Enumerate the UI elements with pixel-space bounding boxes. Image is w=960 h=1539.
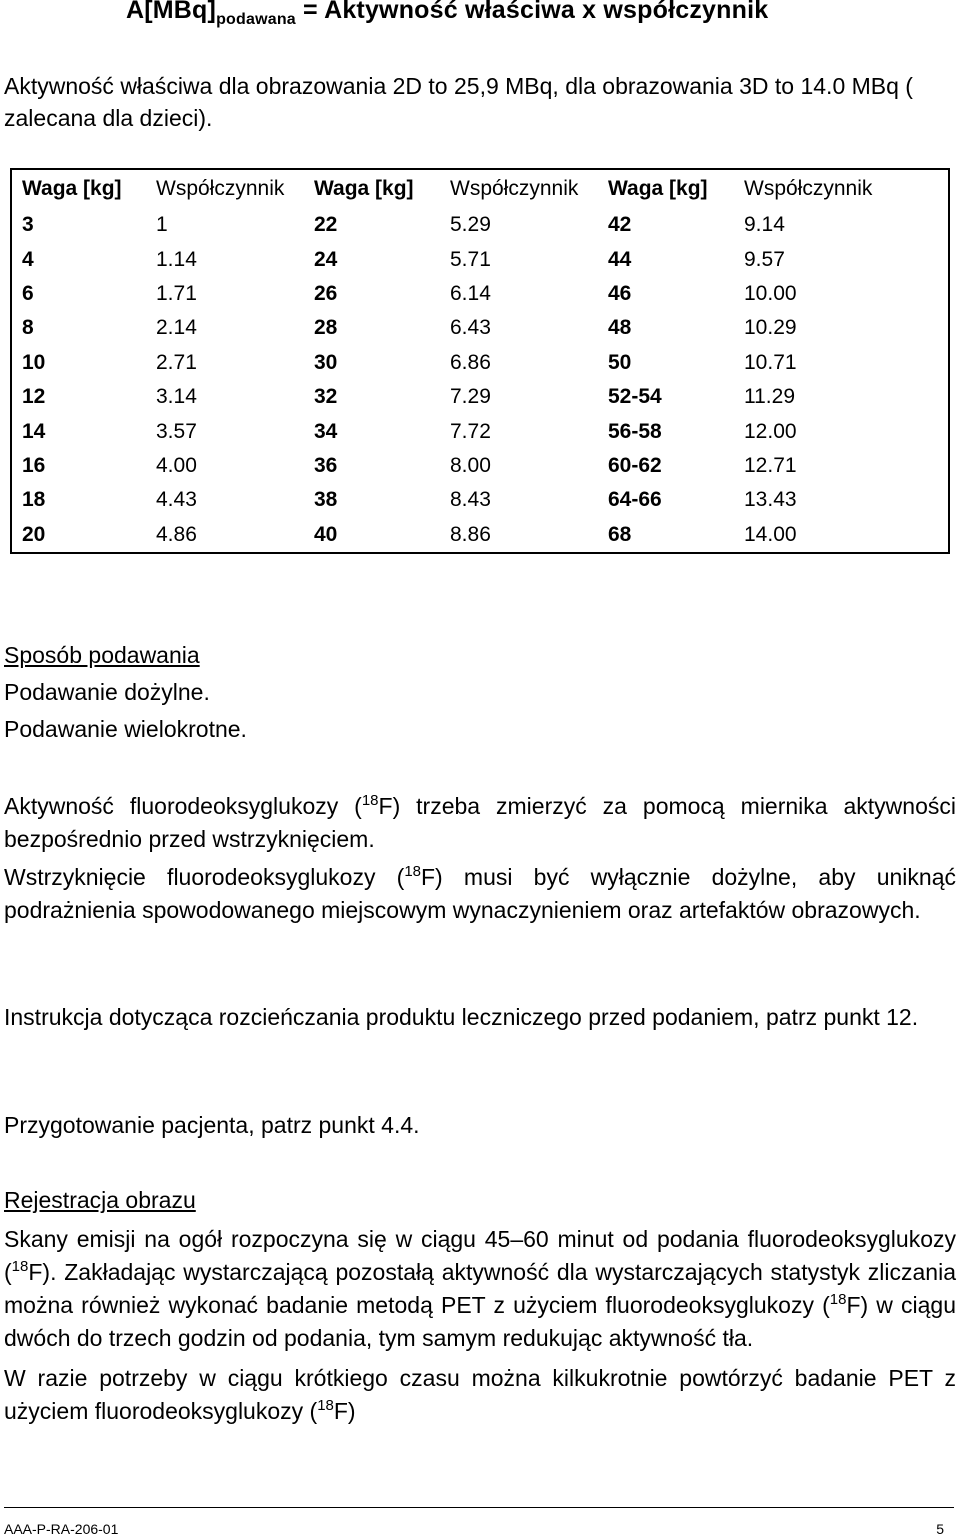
measurement-paragraph: Aktywność fluorodeoksyglukozy ($^{18}$F) trzeba zmierzyć za pomocą miernika aktywności bezpośrednio przed wstrzyknięciem.: [4, 792, 956, 852]
weight-cell: 32: [314, 385, 338, 409]
dilution-paragraph: Instrukcja dotycząca rozcieńczania produktu leczniczego przed podaniem, patrz punkt 12.: [4, 1004, 919, 1030]
administration-section: [4, 639, 956, 746]
coefficient-cell: 8.43: [450, 488, 491, 512]
coefficient-cell: 4.43: [156, 488, 197, 512]
weight-cell: 56-58: [608, 419, 662, 443]
table-row: [11, 277, 949, 311]
coefficient-cell: 1: [156, 213, 168, 237]
administration-line-multiple: Podawanie wielokrotne.: [4, 716, 247, 742]
coefficient-cell: 13.43: [744, 488, 797, 512]
imaging-heading: Rejestracja obrazu: [4, 1187, 196, 1213]
weight-cell: 3: [22, 213, 34, 237]
weight-cell: 44: [608, 247, 632, 271]
coefficient-cell: 4.00: [156, 453, 197, 477]
coefficient-cell: 10.00: [744, 281, 797, 305]
table-header-cell: Waga [kg]: [22, 177, 122, 200]
imaging-paragraph-2: W razie potrzeby w ciągu krótkiego czasu można kilkukrotnie powtórzyć badanie PET z użyciem fluorodeoksyglukozy ($^{18}$F): [4, 1365, 956, 1424]
coefficient-cell: 9.14: [744, 213, 785, 237]
weight-cell: 60-62: [608, 453, 662, 477]
weight-cell: 10: [22, 350, 46, 374]
coefficient-cell: 6.43: [450, 316, 491, 340]
weight-cell: 14: [22, 419, 46, 443]
coefficient-cell: 6.86: [450, 350, 491, 374]
coefficient-cell: 14.00: [744, 522, 797, 546]
table-row: [11, 242, 949, 276]
administration-heading: Sposób podawania: [4, 642, 200, 668]
weight-cell: 34: [314, 419, 338, 443]
coefficient-cell: 5.71: [450, 247, 491, 271]
weight-cell: 52-54: [608, 385, 662, 409]
injection-paragraph: Wstrzyknięcie fluorodeoksyglukozy ($^{18}$F) musi być wyłącznie dożylne, aby uniknąć podrażnienia spowodowanego miejscowym wynaczynieniem oraz artefaktów obrazowych.: [4, 863, 956, 923]
table-row: [11, 208, 949, 242]
coefficient-cell: 3.14: [156, 385, 197, 409]
table-row: [11, 518, 949, 553]
patient-preparation-paragraph: Przygotowanie pacjenta, patrz punkt 4.4.: [4, 1112, 420, 1138]
weight-cell: 20: [22, 522, 46, 546]
coefficient-cell: 8.00: [450, 453, 491, 477]
weight-cell: 28: [314, 316, 338, 340]
weight-cell: 8: [22, 316, 34, 340]
coefficient-cell: 7.72: [450, 419, 491, 443]
table-header-cell: Waga [kg]: [608, 177, 708, 200]
table-row: [11, 346, 949, 380]
page-number: 5: [936, 1521, 944, 1537]
weight-cell: 16: [22, 453, 46, 477]
coefficient-cell: 6.14: [450, 281, 491, 305]
coefficient-cell: 9.57: [744, 247, 785, 271]
weight-cell: 40: [314, 522, 338, 546]
imaging-section: [4, 1184, 956, 1428]
coefficient-cell: 10.29: [744, 316, 797, 340]
weight-cell: 24: [314, 247, 338, 271]
coefficient-cell: 5.29: [450, 213, 491, 237]
weight-cell: 48: [608, 316, 632, 340]
weight-cell: 36: [314, 453, 338, 477]
weight-cell: 50: [608, 350, 632, 374]
weight-cell: 30: [314, 350, 338, 374]
table-header-cell: Waga [kg]: [314, 177, 414, 200]
document-code: AAA-P-RA-206-01: [4, 1521, 119, 1537]
table-row: [11, 380, 949, 414]
weight-cell: 12: [22, 385, 46, 409]
table-header-cell: Współczynnik: [450, 177, 579, 200]
imaging-paragraph-1: Skany emisji na ogół rozpoczyna się w ciągu 45–60 minut od podania fluorodeoksyglukozy ($^{18}$F). Zakładając wystarczającą pozostałą aktywność dla wystarczających statystyk zliczania można również wykonać badanie metodą PET z użyciem fluorodeoksyglukozy ($^{18}$F) w ciągu dwóch do trzech godzin od podania, tym samym redukując aktywność tła.: [4, 1226, 957, 1351]
weight-cell: 64-66: [608, 488, 662, 512]
weight-cell: 18: [22, 488, 46, 512]
coefficient-cell: 12.00: [744, 419, 797, 443]
weight-cell: 4: [22, 247, 34, 271]
table-header-cell: Współczynnik: [156, 177, 285, 200]
weight-cell: 6: [22, 281, 34, 305]
coefficient-table: [10, 168, 950, 554]
weight-cell: 22: [314, 213, 338, 237]
coefficient-cell: 3.57: [156, 419, 197, 443]
coefficient-cell: 7.29: [450, 385, 491, 409]
table-header-cell: Współczynnik: [744, 177, 873, 200]
weight-cell: 38: [314, 488, 338, 512]
table-row: [11, 449, 949, 483]
coefficient-cell: 4.86: [156, 522, 197, 546]
coefficient-cell: 2.14: [156, 316, 197, 340]
coefficient-cell: 8.86: [450, 522, 491, 546]
weight-cell: 68: [608, 522, 632, 546]
coefficient-cell: 2.71: [156, 350, 197, 374]
coefficient-cell: 11.29: [744, 385, 795, 409]
table-row: [11, 414, 949, 448]
administration-line-intravenous: Podawanie dożylne.: [4, 679, 210, 705]
table-row: [11, 311, 949, 345]
coefficient-cell: 1.14: [156, 247, 197, 271]
formula-heading: $A[MBq]_{podawana}$ = Aktywność właściwa x współczynnik: [126, 0, 769, 28]
coefficient-cell: 1.71: [156, 281, 197, 305]
table-header-row: [11, 169, 949, 208]
weight-cell: 46: [608, 281, 632, 305]
table-row: [11, 483, 949, 517]
coefficient-cell: 12.71: [744, 453, 797, 477]
weight-cell: 26: [314, 281, 338, 305]
activity-text: Aktywność właściwa dla obrazowania 2D to 25,9 MBq, dla obrazowania 3D to 14.0 MBq ( zalecana dla dzieci).: [4, 73, 913, 131]
footer-divider: [4, 1507, 954, 1508]
weight-cell: 42: [608, 213, 632, 237]
coefficient-cell: 10.71: [744, 350, 797, 374]
